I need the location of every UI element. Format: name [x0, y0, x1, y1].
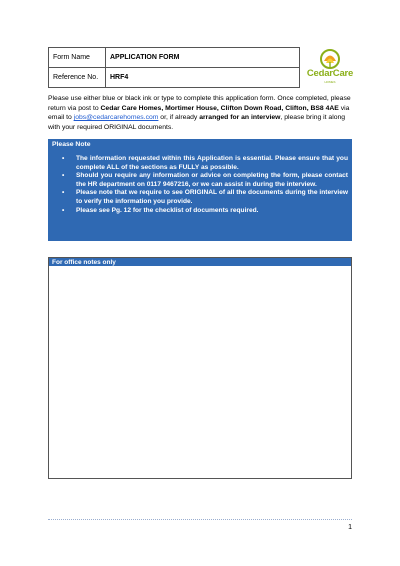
note-title: Please Note: [52, 141, 91, 148]
note-item: • The information requested within this Application is essential. Please ensure that you complete ALL of the sections as FULLY as possible.: [60, 155, 348, 172]
form-header-table: [48, 47, 300, 88]
note-item: • Should you require any information or advice on completing the form, please contact the HR department on 0117 9467216, or we can assist in during the interview.: [60, 172, 348, 189]
note-item: • Please note that we require to see ORIGINAL of all the documents during the interview to verify the information you provide.: [60, 189, 348, 206]
logo-tagline: HOMES: [324, 80, 336, 84]
office-notes-header: [49, 258, 351, 266]
intro-paragraph: [48, 94, 352, 132]
logo-name: CedarCare: [306, 68, 354, 79]
reference-value: HRF4: [106, 68, 300, 88]
office-notes-title: For office notes only: [52, 258, 116, 266]
office-notes-box[interactable]: [48, 257, 352, 479]
intro-text-1: Please use either blue or black ink or type to complete this application form. Once completed, please return via post to: [48, 95, 351, 112]
form-name-value: APPLICATION FORM: [106, 48, 300, 68]
intro-text-2: via email to: [48, 104, 350, 122]
email-link[interactable]: jobs@cedarcarehomes.com: [73, 114, 159, 122]
form-name-label: Form Name: [49, 48, 106, 68]
reference-label: Reference No.: [49, 68, 106, 88]
note-list: [60, 155, 348, 215]
page-number: 1: [348, 524, 352, 531]
footer-divider: [48, 519, 352, 520]
intro-text-4: , please bring it along with your required ORIGINAL documents.: [48, 114, 346, 131]
interview-text: arranged for an interview: [199, 114, 281, 122]
postal-address: Cedar Care Homes, Mortimer House, Clifton Down Road, Clifton, BS8 4AE: [100, 104, 339, 112]
please-note-box: [48, 139, 352, 241]
note-item: • Please see Pg. 12 for the checklist of documents required.: [60, 207, 348, 216]
intro-text-3: or, if already: [158, 114, 200, 122]
